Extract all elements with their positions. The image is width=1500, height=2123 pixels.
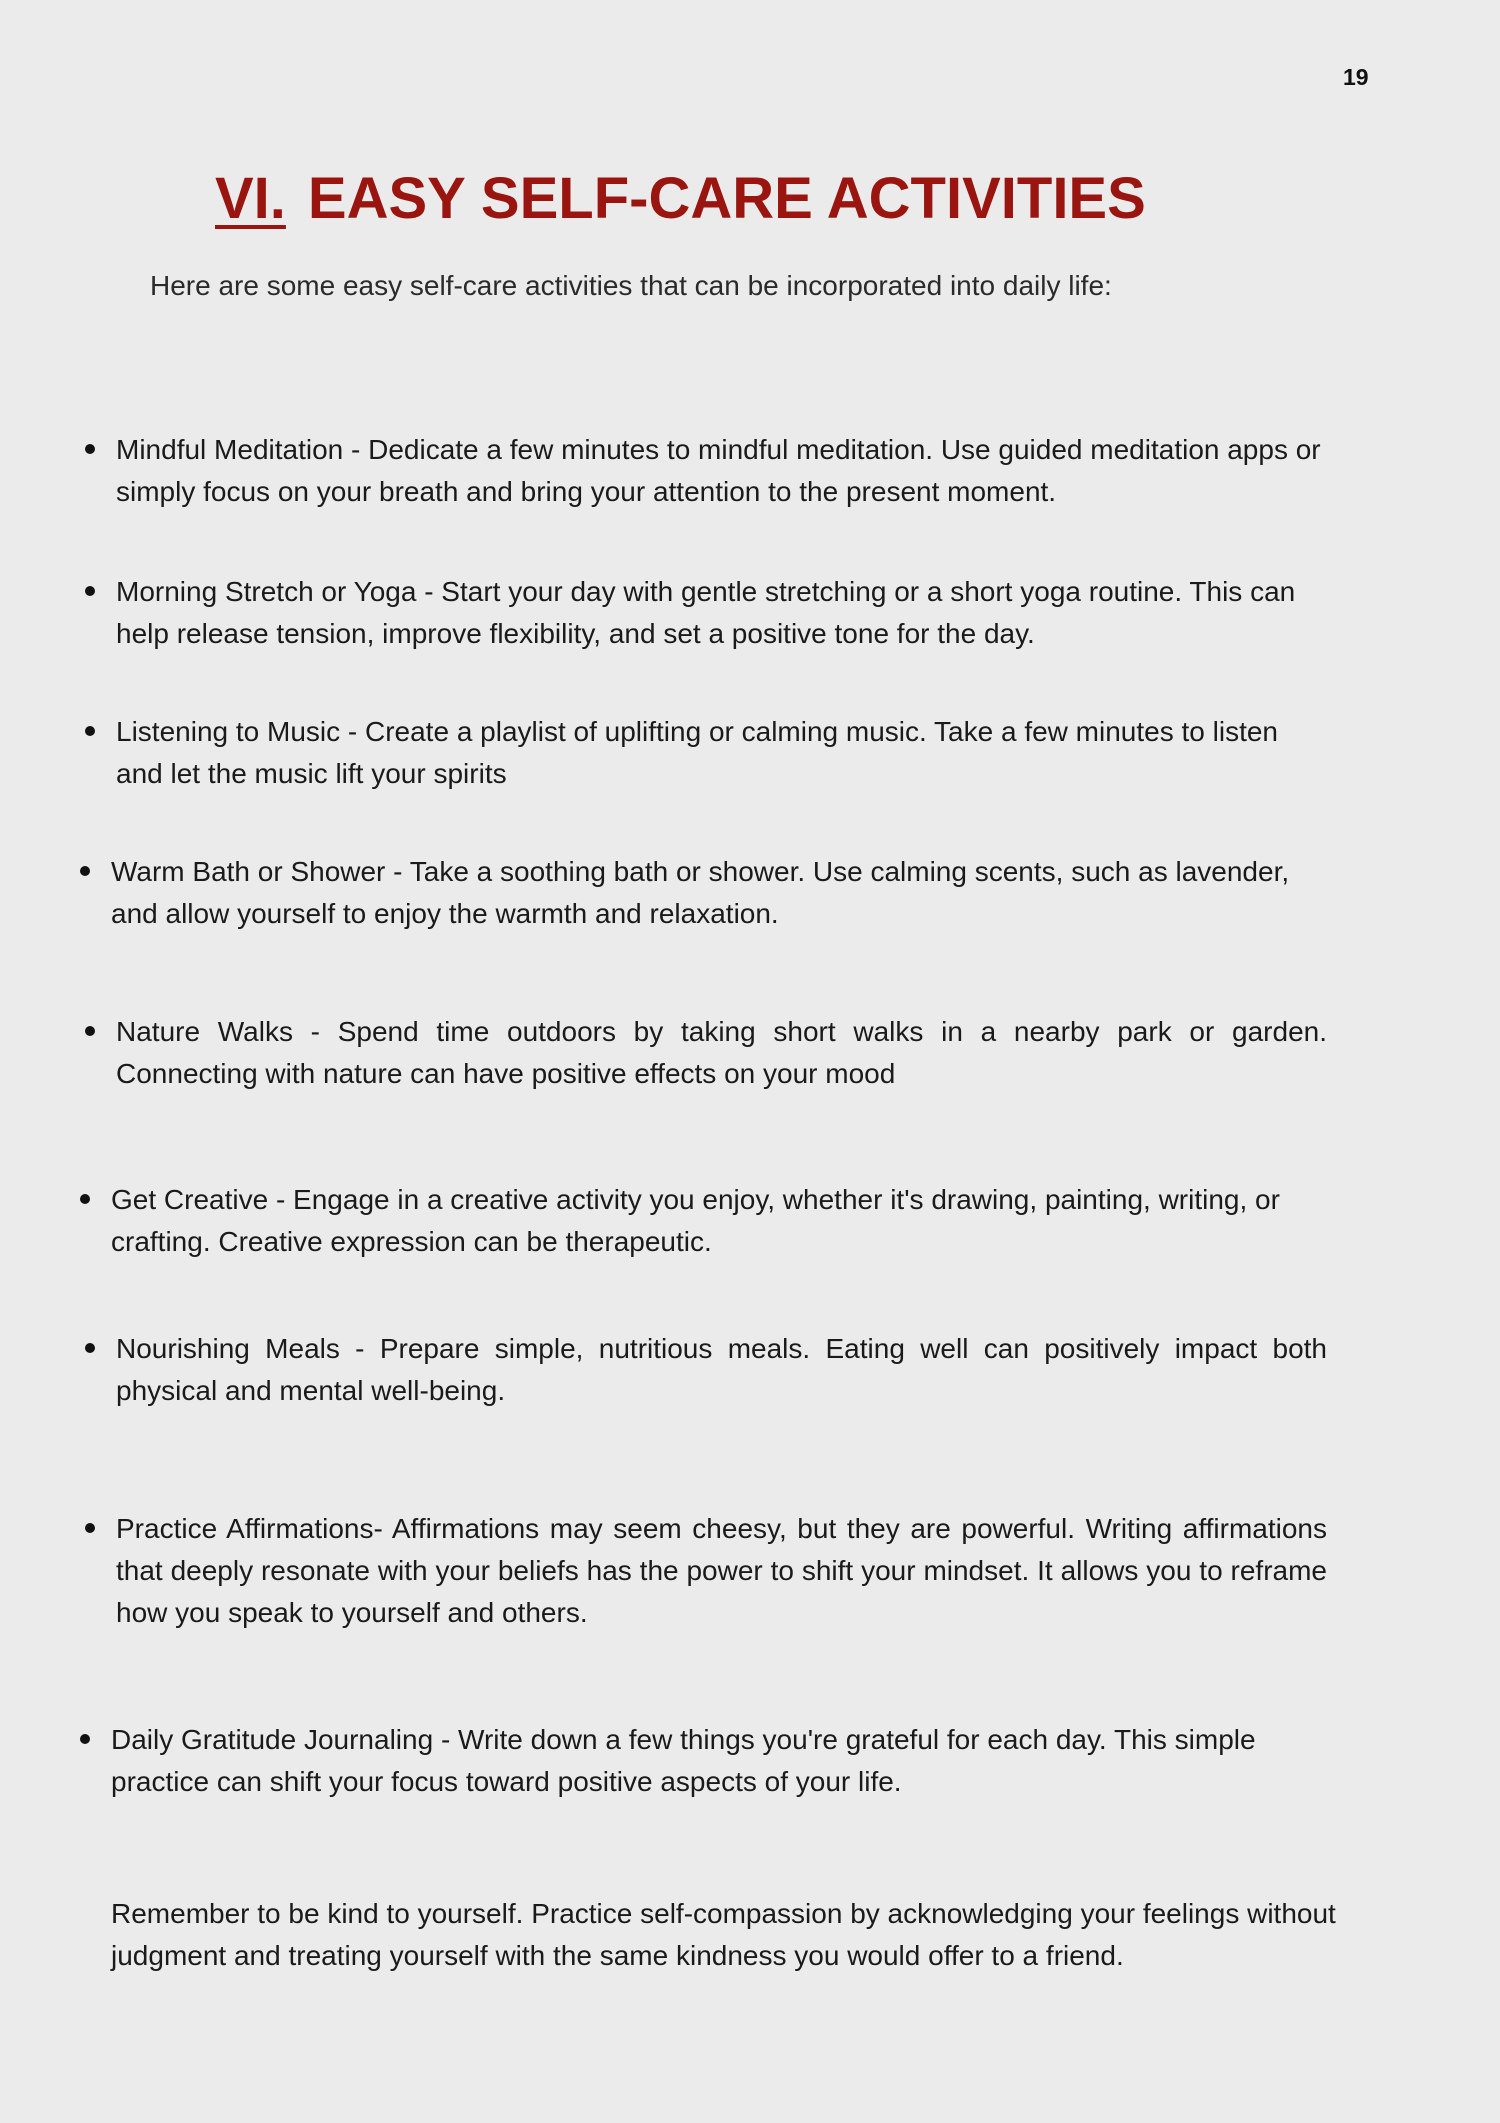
list-item — [111, 1179, 1327, 1263]
list-item — [116, 711, 1327, 795]
list-item-text: Nourishing Meals - Prepare simple, nutritious meals. Eating well can positively impact both physical and mental well-being. — [116, 1333, 1327, 1406]
section-title: EASY SELF-CARE ACTIVITIES — [307, 166, 1146, 231]
section-heading — [215, 165, 1146, 232]
bullet-icon — [85, 1026, 95, 1036]
list-item-text: Get Creative - Engage in a creative activity you enjoy, whether it's drawing, painting, writing, or crafting. Creative expression can be therapeutic. — [111, 1184, 1280, 1257]
list-item-text: Daily Gratitude Journaling - Write down a few things you're grateful for each day. This simple practice can shift your focus toward positive aspects of your life. — [111, 1724, 1256, 1797]
page-number: 19 — [1343, 64, 1369, 90]
intro-text: Here are some easy self-care activities that can be incorporated into daily life: — [150, 270, 1112, 301]
list-item — [116, 1328, 1327, 1412]
closing-paragraph: Remember to be kind to yourself. Practice self-compassion by acknowledging your feelings without judgment and treating yourself with the same kindness you would offer to a friend. — [111, 1898, 1336, 1971]
list-item-text: Listening to Music - Create a playlist of uplifting or calming music. Take a few minutes to listen and let the music lift your spirits — [116, 716, 1278, 789]
list-item — [116, 571, 1327, 655]
list-item-text: Warm Bath or Shower - Take a soothing bath or shower. Use calming scents, such as lavender, and allow yourself to enjoy the warmth and relaxation. — [111, 856, 1290, 929]
list-item — [111, 1719, 1327, 1803]
list-item-text: Nature Walks - Spend time outdoors by taking short walks in a nearby park or garden. Connecting with nature can have positive effects on your mood — [116, 1016, 1327, 1089]
list-item-text: Practice Affirmations- Affirmations may seem cheesy, but they are powerful. Writing affirmations that deeply resonate with your beliefs has the power to shift your mindset. It allows you to reframe how you speak to yourself and others. — [116, 1513, 1327, 1628]
list-item — [116, 1508, 1327, 1634]
bullet-icon — [85, 1343, 95, 1353]
bullet-icon — [85, 726, 95, 736]
section-numeral: VI. — [215, 166, 286, 231]
list-item-text: Mindful Meditation - Dedicate a few minutes to mindful meditation. Use guided meditation apps or simply focus on your breath and bring your attention to the present moment. — [116, 434, 1321, 507]
bullet-icon — [80, 1194, 90, 1204]
list-item — [116, 429, 1327, 513]
bullet-icon — [85, 1523, 95, 1533]
bullet-icon — [80, 866, 90, 876]
bullet-icon — [80, 1734, 90, 1744]
list-item-text: Morning Stretch or Yoga - Start your day with gentle stretching or a short yoga routine. This can help release tension, improve flexibility, and set a positive tone for the day. — [116, 576, 1296, 649]
bullet-icon — [85, 586, 95, 596]
list-item — [111, 851, 1327, 935]
bullet-icon — [85, 444, 95, 454]
list-item — [116, 1011, 1327, 1095]
